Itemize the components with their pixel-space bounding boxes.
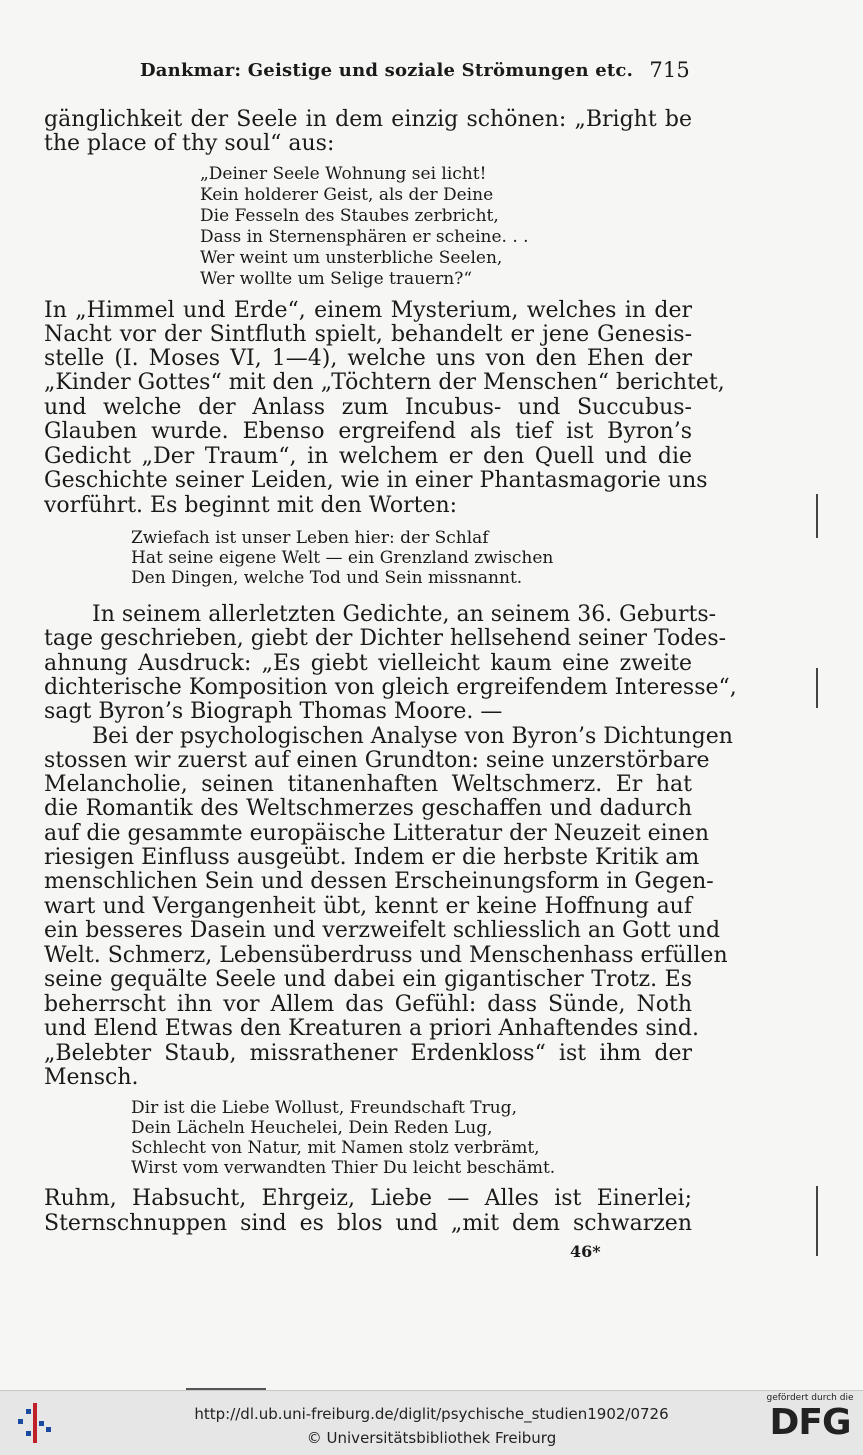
- running-header: [140, 60, 690, 81]
- text-line: und welche der Anlass zum Incubus- und Succubus-: [44, 395, 692, 420]
- text-line: Bei der psychologischen Analyse von Byron’s Dichtungen: [92, 724, 733, 749]
- viewer-footer: [0, 1390, 863, 1455]
- text-line: stossen wir zuerst auf einen Grundton: seine unzerstörbare: [44, 748, 710, 773]
- text-line: auf die gesammte europäische Litteratur der Neuzeit einen: [44, 821, 710, 846]
- verse-line: Kein holderer Geist, als der Deine: [200, 185, 494, 205]
- text-line: die Romantik des Weltschmerzes geschaffen und dadurch: [44, 796, 692, 821]
- text-line: seine gequälte Seele und dabei ein gigantischer Trotz. Es: [44, 967, 692, 992]
- verse-line: Die Fesseln des Staubes zerbricht,: [200, 206, 499, 226]
- text-line: Glauben wurde. Ebenso ergreifend als tief ist Byron’s: [44, 419, 692, 444]
- text-line: stelle (I. Moses VI, 1—4), welche uns von den Ehen der: [44, 346, 692, 371]
- page-number: 715: [649, 58, 690, 82]
- verse-line: Hat seine eigene Welt — ein Grenzland zwischen: [131, 548, 554, 568]
- margin-mark: [816, 1186, 818, 1256]
- text-line: und Elend Etwas den Kreaturen a priori Anhaftendes sind.: [44, 1016, 699, 1041]
- verse-line: Dass in Sternensphären er scheine. . .: [200, 227, 529, 247]
- text-line: Welt. Schmerz, Lebensüberdruss und Menschenhass erfüllen: [44, 943, 728, 968]
- copyright-notice: © Universitätsbibliothek Freiburg: [306, 1429, 557, 1447]
- verse-line: Wer weint um unsterbliche Seelen,: [200, 248, 503, 268]
- verse-line: Schlecht von Natur, mit Namen stolz verbrämt,: [131, 1138, 540, 1158]
- dfg-logo-text: DFG: [769, 1402, 851, 1443]
- text-line: beherrscht ihn vor Allem das Gefühl: dass Sünde, Noth: [44, 992, 692, 1017]
- margin-mark: [816, 494, 818, 538]
- signature-mark: 46*: [570, 1242, 601, 1261]
- text-line: „Kinder Gottes“ mit den „Töchtern der Menschen“ berichtet,: [44, 370, 725, 395]
- dfg-caption: gefördert durch die: [766, 1393, 854, 1403]
- margin-mark: [816, 668, 818, 708]
- text-line: dichterische Komposition von gleich ergreifendem Interesse“,: [44, 675, 737, 700]
- verse-line: Dein Lächeln Heuchelei, Dein Reden Lug,: [131, 1118, 493, 1138]
- text-line: Ruhm, Habsucht, Ehrgeiz, Liebe — Alles ist Einerlei;: [44, 1186, 692, 1211]
- verse-line: Den Dingen, welche Tod und Sein missnannt.: [131, 568, 523, 588]
- text-line: Nacht vor der Sintfluth spielt, behandelt er jene Genesis-: [44, 322, 692, 347]
- text-line: vorführt. Es beginnt mit den Worten:: [44, 493, 458, 518]
- text-line: Sternschnuppen sind es blos und „mit dem schwarzen: [44, 1211, 692, 1236]
- text-line: Geschichte seiner Leiden, wie in einer Phantasmagorie uns: [44, 468, 708, 493]
- text-line: ein besseres Dasein und verzweifelt schliesslich an Gott und: [44, 918, 721, 943]
- text-line: the place of thy soul“ aus:: [44, 131, 335, 156]
- text-line: sagt Byron’s Biograph Thomas Moore. —: [44, 699, 503, 724]
- text-line: In „Himmel und Erde“, einem Mysterium, welches in der: [44, 298, 692, 323]
- permalink-url[interactable]: http://dl.ub.uni-freiburg.de/diglit/psychische_studien1902/0726: [194, 1405, 669, 1423]
- verse-line: Zwiefach ist unser Leben hier: der Schlaf: [131, 528, 489, 548]
- text-line: Gedicht „Der Traum“, in welchem er den Quell und die: [44, 444, 692, 469]
- verse-line: „Deiner Seele Wohnung sei licht!: [200, 164, 487, 184]
- text-line: In seinem allerletzten Gedichte, an seinem 36. Geburts-: [92, 602, 717, 627]
- text-line: wart und Vergangenheit übt, kennt er keine Hoffnung auf: [44, 894, 692, 919]
- text-line: riesigen Einfluss ausgeübt. Indem er die herbste Kritik am: [44, 845, 700, 870]
- verse-line: Wer wollte um Selige trauern?“: [200, 269, 473, 289]
- verse-line: Dir ist die Liebe Wollust, Freundschaft Trug,: [131, 1098, 517, 1118]
- dfg-logo: [760, 1393, 860, 1453]
- text-line: „Belebter Staub, missrathener Erdenkloss“ ist ihm der: [44, 1041, 692, 1066]
- text-line: Mensch.: [44, 1065, 139, 1090]
- text-line: ahnung Ausdruck: „Es giebt vielleicht kaum eine zweite: [44, 651, 692, 676]
- text-line: tage geschrieben, giebt der Dichter hellsehend seiner Todes-: [44, 626, 727, 651]
- running-title: Dankmar: Geistige und soziale Strömungen etc.: [140, 60, 634, 81]
- text-line: Melancholie, seinen titanenhaften Weltschmerz. Er hat: [44, 772, 692, 797]
- verse-line: Wirst vom verwandten Thier Du leicht beschämt.: [131, 1158, 556, 1178]
- text-line: gänglichkeit der Seele in dem einzig schönen: „Bright be: [44, 107, 692, 132]
- text-line: menschlichen Sein und dessen Erscheinungsform in Gegen-: [44, 869, 714, 894]
